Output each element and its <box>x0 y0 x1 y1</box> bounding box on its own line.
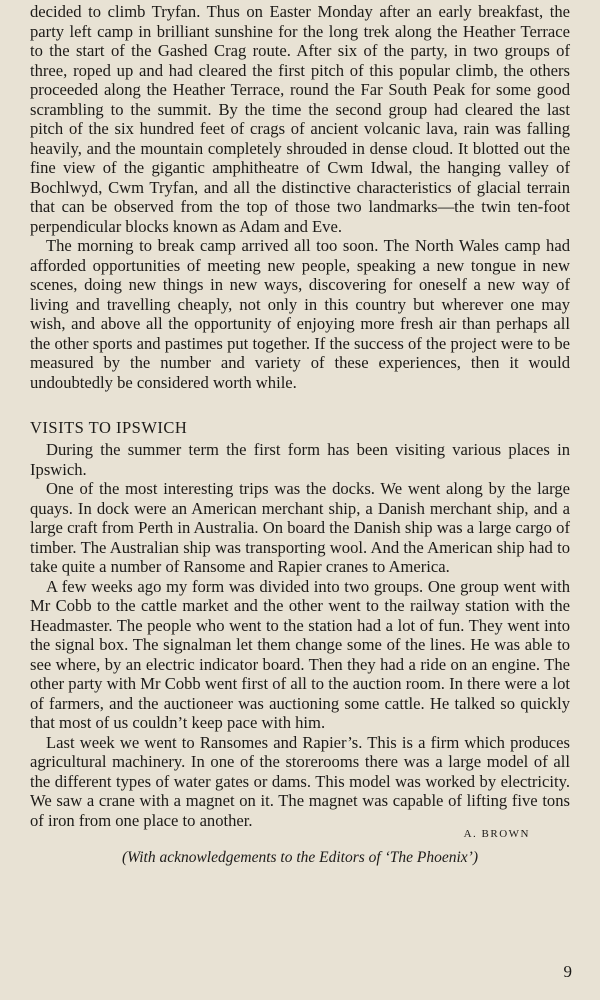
page-number: 9 <box>563 962 572 981</box>
author-signature: A. BROWN <box>463 828 530 840</box>
paragraph-break-camp: The morning to break camp arrived all too soon. The North Wales camp had afforded opportunities of meeting new people, speaking a new tongue in new scenes, doing new things in new ways, discovering for oneself a new way of living and travelling cheaply, not only in this country but wherever one may wish, and above all the opportunity of enjoying more fresh air than perhaps all the other sports and pastimes put together. If the success of the project were to be measured by the number and variety of these experiences, then it would undoubtedly be considered worth while. <box>30 236 570 392</box>
paragraph-ransomes: Last week we went to Ransomes and Rapier’s. This is a firm which produces agricultural machinery. In one of the storerooms there was a large model of all the different types of water gates or dams. This model was worked by electricity. We saw a crane with a magnet on it. The magnet was capable of lifting five tons of iron from one place to another. <box>30 732 570 830</box>
paragraph-tryfan-climb: decided to climb Tryfan. Thus on Easter Monday after an early breakfast, the party left camp in brilliant sunshine for the long trek along the Heather Terrace to the start of the Gashed Crag route. After six of the party, in two groups of three, roped up and had cleared the first pitch of this popular climb, the others proceeded along the Heather Terrace, round the Far South Peak for some good scrambling to the summit. By the time the second group had cleared the last pitch of the six hundred feet of crags of ancient volcanic lava, rain was falling heavily, and the mountain completely shrouded in dense cloud. It blotted out the fine view of the gigantic amphitheatre of Cwm Idwal, the hanging valley of Bochlwyd, Cwm Tryfan, and all the distinctive characteristics of glacial terrain that can be observed from the top of those two landmarks—the twin ten-foot perpendicular blocks known as Adam and Eve. <box>30 2 570 236</box>
camp-report-section <box>30 2 570 392</box>
acknowledgement-note: (With acknowledgements to the Editors of ‘The Phoenix’) <box>122 849 478 866</box>
paragraph-docks: One of the most interesting trips was the docks. We went along by the large quays. In dock were an American merchant ship, a Danish merchant ship, and a large craft from Perth in Australia. On board the Danish ship was a large cargo of timber. The Australian ship was transporting wool. And the American ship had to take quite a number of Ransome and Rapier cranes to America. <box>30 479 570 576</box>
paragraph-cattle-market: A few weeks ago my form was divided into two groups. One group went with Mr Cobb to the cattle market and the other went to the railway station with the Headmaster. The people who went to the station had a lot of fun. They went into the signal box. The signalman let them change some of the lines. He was able to see where, by an electric indicator board. Then they had a ride on an engine. The other party with Mr Cobb went first of all to the auction room. In there were a lot of farmers, and the auctioneer was auctioning some cattle. He talked so quickly that most of us couldn’t keep pace with him. <box>30 576 570 732</box>
paragraph-summer-term: During the summer term the first form has been visiting various places in Ipswich. <box>30 440 570 479</box>
section-heading: VISITS TO IPSWICH <box>30 418 188 437</box>
visits-to-ipswich-section <box>30 418 570 868</box>
